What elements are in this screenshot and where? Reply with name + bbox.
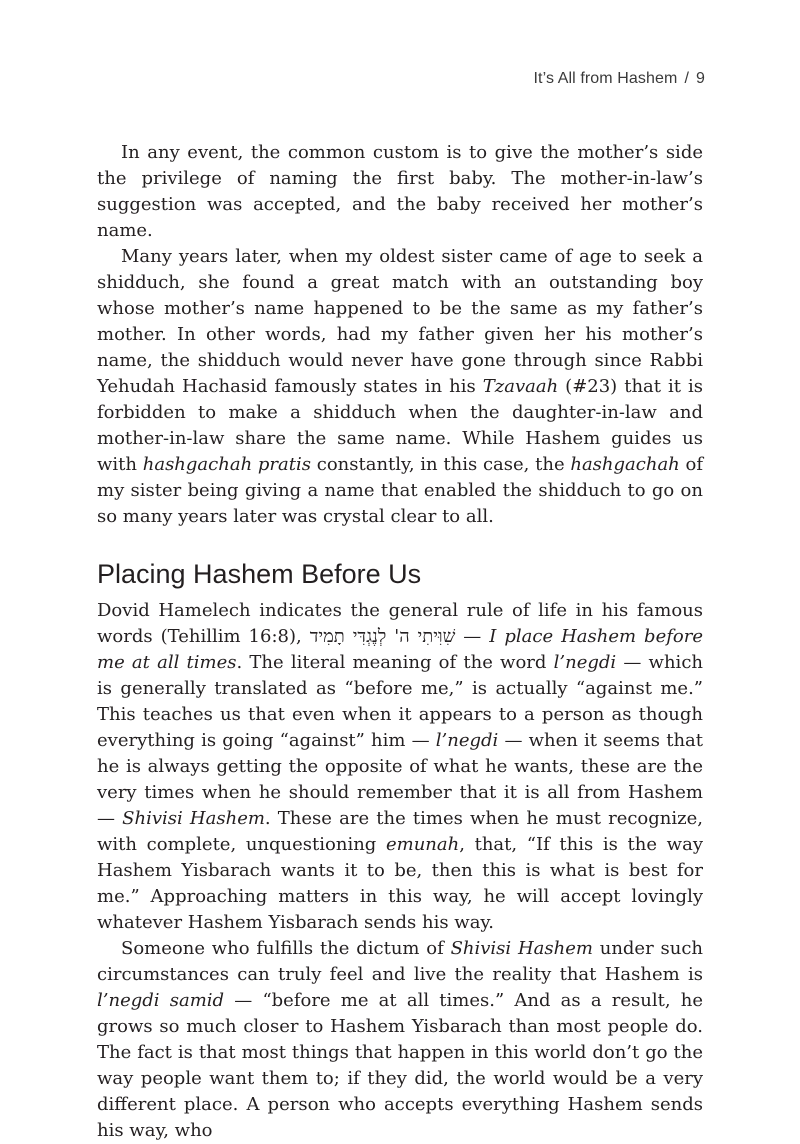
italic-term: hashgachah <box>570 454 680 475</box>
text-run: Dovid Hamelech indicates the general rule of life in his famous words (Tehillim 16:8), <box>97 600 703 647</box>
text-run: . These are the times when he must recognize, with complete, unquestioning <box>97 808 703 855</box>
text-run: . The literal meaning of the word <box>236 652 554 673</box>
text-run: — “before me at all times.” And as a result, he grows so much closer to Hashem Yisbarach than most people do. The fact is that most things that happen in this world don’t go the way people want them to; if they did, the world would be a very different place. A person who accepts everything Hashem sends his way, who <box>97 990 703 1141</box>
text-run: — <box>455 626 490 647</box>
text-run: , that, “If this is the way Hashem Yisbarach wants it to be, then this is what is best for me.” Approaching matters in this way, he will accept lovingly whatever Hashem Yisbarach sends his way. <box>97 834 703 933</box>
italic-term: l’negdi <box>553 652 617 673</box>
text-run: of my sister being giving a name that enabled the shidduch to go on so many years later was crystal clear to all. <box>97 454 704 527</box>
italic-term: Tzavaah <box>482 376 559 397</box>
hebrew-verse: שִׁוִּיתִי ה' לְנֶגְדִּי תָמִיד <box>309 626 456 647</box>
paragraph-shivisi-hashem <box>97 598 703 936</box>
paragraph-sister-shidduch <box>97 244 703 530</box>
paragraph-naming-custom <box>97 140 703 244</box>
italic-term: l’negdi samid <box>97 990 225 1011</box>
italic-term: emunah <box>385 834 460 855</box>
text-run: Many years later, when my oldest sister came of age to seek a shidduch, she found a great match with an outstanding boy whose mother’s name happened to be the same as my father’s mother. In other words, had my father given her his mother’s name, the shidduch would never have gone through since Rabbi Yehudah Hachasid famously states in his <box>97 246 703 397</box>
text-run: — which is generally translated as “before me,” is actually “against me.” This teaches us that even when it appears to a person as though everything is going “against” him — <box>97 652 703 751</box>
text-run: under such circumstances can truly feel and live the reality that Hashem is <box>97 938 703 985</box>
text-run: Someone who fulfills the dictum of <box>121 938 451 959</box>
section-heading: Placing Hashem Before Us <box>97 559 422 589</box>
italic-term: Shivisi Hashem <box>450 938 593 959</box>
chapter-title: It’s All from Hashem <box>533 70 678 87</box>
text-run: (#23) that it is forbidden to make a shidduch when the daughter-in-law and mother-in-law share the same name. While Hashem guides us with <box>97 376 704 475</box>
italic-term: Shivisi Hashem <box>122 808 265 829</box>
body-text <box>97 140 703 1144</box>
paragraph-text: In any event, the common custom is to give the mother’s side the privilege of naming the first baby. The mother-in-law’s suggestion was accepted, and the baby received her mother’s name. <box>97 142 703 241</box>
text-run: — when it seems that he is always getting the opposite of what he wants, these are the very times when he should remember that it is all from Hashem — <box>97 730 703 829</box>
header-separator: / <box>684 70 689 87</box>
italic-translation: I place Hashem before me at all times <box>97 626 703 673</box>
paragraph-lnegdi-samid <box>97 936 703 1144</box>
running-header <box>533 70 705 88</box>
text-run: constantly, in this case, the <box>311 454 571 475</box>
italic-term: l’negdi <box>435 730 499 751</box>
italic-term: hashgachah pratis <box>142 454 311 475</box>
page-number: 9 <box>696 70 705 87</box>
